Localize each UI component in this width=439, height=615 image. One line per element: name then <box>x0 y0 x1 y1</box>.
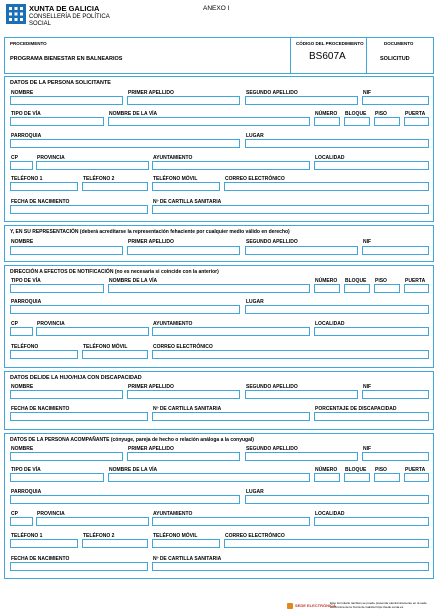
comp-telefono1-field[interactable] <box>10 539 78 548</box>
comp-tipo-via-field[interactable] <box>10 473 104 482</box>
applicant-primer-apellido-field[interactable] <box>127 96 240 105</box>
applicant-puerta-field[interactable] <box>404 117 429 126</box>
notif-parroquia-field[interactable] <box>10 305 240 314</box>
label-ayuntamiento: AYUNTAMIENTO <box>153 321 193 327</box>
label-lugar: LUGAR <box>246 489 264 495</box>
label-provincia: PROVINCIA <box>37 321 65 327</box>
applicant-numero-field[interactable] <box>314 117 340 126</box>
label-puerta: PUERTA <box>405 278 426 284</box>
label-numero: NÚMERO <box>315 278 338 284</box>
footer-note: Este formulario también se puede presentar electrónicamente en la sede electrónica de la Xunta de Galicia https://sede.xunta.es <box>330 601 427 609</box>
label-puerta: PUERTA <box>405 111 426 117</box>
applicant-tipo-via-field[interactable] <box>10 117 104 126</box>
comp-nif-field[interactable] <box>362 452 429 461</box>
label-primer-apellido: PRIMER APELLIDO <box>128 446 174 452</box>
label-nombre: NOMBRE <box>11 384 34 390</box>
label-tipo-via: TIPO DE VÍA <box>11 467 41 473</box>
label-parroquia: PARROQUIA <box>11 489 42 495</box>
label-cp: CP <box>11 321 18 327</box>
label-nif: NIF <box>363 384 372 390</box>
label-telefono-movil: TELÉFONO MÓVIL <box>153 176 198 182</box>
label-piso: PISO <box>375 467 387 473</box>
applicant-nombre-via-field[interactable] <box>108 117 310 126</box>
notif-cp-field[interactable] <box>10 327 33 336</box>
comp-parroquia-field[interactable] <box>10 495 240 504</box>
label-ayuntamiento: AYUNTAMIENTO <box>153 155 193 161</box>
comp-nombre-via-field[interactable] <box>108 473 310 482</box>
xunta-emblem-icon <box>6 4 26 24</box>
comp-telefono-movil-field[interactable] <box>152 539 220 548</box>
label-cartilla: Nº DE CARTILLA SANITARIA <box>153 406 222 412</box>
document-value: SOLICITUD <box>380 56 410 62</box>
procedure-code-label: CÓDIGO DEL PROCEDIMIENTO <box>296 41 364 46</box>
label-telefono1: TELÉFONO 1 <box>11 533 43 539</box>
notif-telefono-field[interactable] <box>10 350 78 359</box>
label-segundo-apellido: SEGUNDO APELLIDO <box>246 446 298 452</box>
label-primer-apellido: PRIMER APELLIDO <box>128 90 174 96</box>
notif-ayuntamiento-field[interactable] <box>152 327 310 336</box>
label-tipo-via: TIPO DE VÍA <box>11 111 41 117</box>
label-segundo-apellido: SEGUNDO APELLIDO <box>246 384 298 390</box>
applicant-parroquia-field[interactable] <box>10 139 240 148</box>
label-piso: PISO <box>375 111 387 117</box>
applicant-cp-field[interactable] <box>10 161 33 170</box>
label-nombre: NOMBRE <box>11 239 34 245</box>
child-segundo-apellido-field[interactable] <box>245 390 358 399</box>
applicant-localidad-field[interactable] <box>314 161 429 170</box>
label-nif: NIF <box>363 239 372 245</box>
comp-primer-apellido-field[interactable] <box>127 452 240 461</box>
label-telefono-movil: TELÉFONO MÓVIL <box>83 344 128 350</box>
notif-telefono-movil-field[interactable] <box>82 350 148 359</box>
notif-puerta-field[interactable] <box>404 284 429 293</box>
label-bloque: BLOQUE <box>345 467 367 473</box>
label-cartilla: Nº DE CARTILLA SANITARIA <box>153 199 222 205</box>
label-telefono2: TELÉFONO 2 <box>83 176 115 182</box>
comp-cp-field[interactable] <box>10 517 33 526</box>
comp-puerta-field[interactable] <box>404 473 429 482</box>
label-piso: PISO <box>375 278 387 284</box>
notif-correo-field[interactable] <box>152 350 429 359</box>
comp-ayuntamiento-field[interactable] <box>152 517 310 526</box>
comp-bloque-field[interactable] <box>344 473 370 482</box>
child-porcentaje-field[interactable] <box>314 412 429 421</box>
rep-nombre-field[interactable] <box>10 246 123 255</box>
label-fecha-nacimiento: FECHA DE NACIMIENTO <box>11 556 70 562</box>
notif-piso-field[interactable] <box>374 284 400 293</box>
rep-primer-apellido-field[interactable] <box>127 246 240 255</box>
label-tipo-via: TIPO DE VÍA <box>11 278 41 284</box>
notif-bloque-field[interactable] <box>344 284 370 293</box>
applicant-telefono1-field[interactable] <box>10 182 78 191</box>
notif-provincia-field[interactable] <box>36 327 149 336</box>
label-fecha-nacimiento: FECHA DE NACIMIENTO <box>11 406 70 412</box>
comp-correo-field[interactable] <box>224 539 429 548</box>
label-nombre-via: NOMBRE DE LA VÍA <box>109 278 158 284</box>
xunta-logo <box>6 4 26 24</box>
applicant-section-title: DATOS DE LA PERSONA SOLICITANTE <box>10 80 111 86</box>
label-telefono-movil: TELÉFONO MÓVIL <box>153 533 198 539</box>
department-line1: CONSELLERÍA DE POLÍTICA <box>29 14 110 20</box>
label-nombre: NOMBRE <box>11 90 34 96</box>
label-correo: CORREO ELECTRÓNICO <box>225 533 285 539</box>
label-telefono1: TELÉFONO 1 <box>11 176 43 182</box>
applicant-nombre-field[interactable] <box>10 96 123 105</box>
comp-piso-field[interactable] <box>374 473 400 482</box>
applicant-piso-field[interactable] <box>374 117 400 126</box>
comp-telefono2-field[interactable] <box>82 539 148 548</box>
label-cartilla: Nº DE CARTILLA SANITARIA <box>153 556 222 562</box>
label-nombre: NOMBRE <box>11 446 34 452</box>
label-segundo-apellido: SEGUNDO APELLIDO <box>246 239 298 245</box>
applicant-lugar-field[interactable] <box>245 139 429 148</box>
comp-nombre-field[interactable] <box>10 452 123 461</box>
label-fecha-nacimiento: FECHA DE NACIMIENTO <box>11 199 70 205</box>
representative-section-title: Y, EN SU REPRESENTACIÓN (deberá acreditarse la representación fehaciente por cualquier medio válido en derecho) <box>10 229 290 235</box>
comp-provincia-field[interactable] <box>36 517 149 526</box>
comp-localidad-field[interactable] <box>314 517 429 526</box>
notif-tipo-via-field[interactable] <box>10 284 104 293</box>
procedure-code-value: BS607A <box>309 51 346 62</box>
label-parroquia: PARROQUIA <box>11 299 42 305</box>
label-numero: NÚMERO <box>315 467 338 473</box>
child-primer-apellido-field[interactable] <box>127 390 240 399</box>
label-localidad: LOCALIDAD <box>315 511 345 517</box>
label-porcentaje: PORCENTAJE DE DISCAPACIDAD <box>315 406 397 412</box>
procedure-value: PROGRAMA BIENESTAR EN BALNEARIOS <box>10 56 123 62</box>
notif-localidad-field[interactable] <box>314 327 429 336</box>
child-nombre-field[interactable] <box>10 390 123 399</box>
notif-numero-field[interactable] <box>314 284 340 293</box>
label-lugar: LUGAR <box>246 133 264 139</box>
label-numero: NÚMERO <box>315 111 338 117</box>
sede-label: SEDE ELECTRÓNICA <box>295 603 336 608</box>
label-primer-apellido: PRIMER APELLIDO <box>128 239 174 245</box>
label-cp: CP <box>11 511 18 517</box>
companion-section-title: DATOS DE LA PERSONA ACOMPAÑANTE (cónyuge, pareja de hecho o relación análoga a la conyugal) <box>10 437 254 443</box>
label-nif: NIF <box>363 90 372 96</box>
applicant-provincia-field[interactable] <box>36 161 149 170</box>
applicant-cartilla-field[interactable] <box>152 205 429 214</box>
child-fecha-nacimiento-field[interactable] <box>10 412 148 421</box>
department-line2: SOCIAL <box>29 21 52 27</box>
applicant-nif-field[interactable] <box>362 96 429 105</box>
applicant-correo-field[interactable] <box>224 182 429 191</box>
comp-lugar-field[interactable] <box>245 495 429 504</box>
sede-icon <box>287 603 293 609</box>
label-provincia: PROVINCIA <box>37 155 65 161</box>
applicant-fecha-nacimiento-field[interactable] <box>10 205 148 214</box>
label-cp: CP <box>11 155 18 161</box>
document-label: DOCUMENTO <box>384 41 414 46</box>
applicant-ayuntamiento-field[interactable] <box>152 161 310 170</box>
applicant-telefono-movil-field[interactable] <box>152 182 220 191</box>
child-nif-field[interactable] <box>362 390 429 399</box>
label-primer-apellido: PRIMER APELLIDO <box>128 384 174 390</box>
label-provincia: PROVINCIA <box>37 511 65 517</box>
notif-lugar-field[interactable] <box>245 305 429 314</box>
label-puerta: PUERTA <box>405 467 426 473</box>
label-lugar: LUGAR <box>246 299 264 305</box>
label-nif: NIF <box>363 446 372 452</box>
label-segundo-apellido: SEGUNDO APELLIDO <box>246 90 298 96</box>
comp-segundo-apellido-field[interactable] <box>245 452 358 461</box>
label-nombre-via: NOMBRE DE LA VÍA <box>109 467 158 473</box>
rep-segundo-apellido-field[interactable] <box>245 246 358 255</box>
label-parroquia: PARROQUIA <box>11 133 42 139</box>
label-telefono: TELÉFONO <box>11 344 39 350</box>
applicant-bloque-field[interactable] <box>344 117 370 126</box>
label-telefono2: TELÉFONO 2 <box>83 533 115 539</box>
procedure-label: PROCEDIMENTO <box>10 41 47 46</box>
rep-nif-field[interactable] <box>362 246 429 255</box>
annex-title: ANEXO I <box>203 5 230 12</box>
label-nombre-via: NOMBRE DE LA VÍA <box>109 111 158 117</box>
notification-section-title: DIRECCIÓN A EFECTOS DE NOTIFICACIÓN (no es necesaria si coincide con la anterior) <box>10 269 219 275</box>
child-cartilla-field[interactable] <box>152 412 310 421</box>
label-localidad: LOCALIDAD <box>315 155 345 161</box>
label-ayuntamiento: AYUNTAMIENTO <box>153 511 193 517</box>
notif-nombre-via-field[interactable] <box>108 284 310 293</box>
label-localidad: LOCALIDAD <box>315 321 345 327</box>
comp-numero-field[interactable] <box>314 473 340 482</box>
label-bloque: BLOQUE <box>345 111 367 117</box>
label-correo: CORREO ELECTRÓNICO <box>153 344 213 350</box>
label-bloque: BLOQUE <box>345 278 367 284</box>
brand-name: XUNTA DE GALICIA <box>29 4 100 13</box>
applicant-segundo-apellido-field[interactable] <box>245 96 358 105</box>
child-section-title: DATOS DEL/DE LA HIJO/HIJA CON DISCAPACIDAD <box>10 375 142 381</box>
applicant-telefono2-field[interactable] <box>82 182 148 191</box>
comp-cartilla-field[interactable] <box>152 562 429 571</box>
comp-fecha-nacimiento-field[interactable] <box>10 562 148 571</box>
label-correo: CORREO ELECTRÓNICO <box>225 176 285 182</box>
